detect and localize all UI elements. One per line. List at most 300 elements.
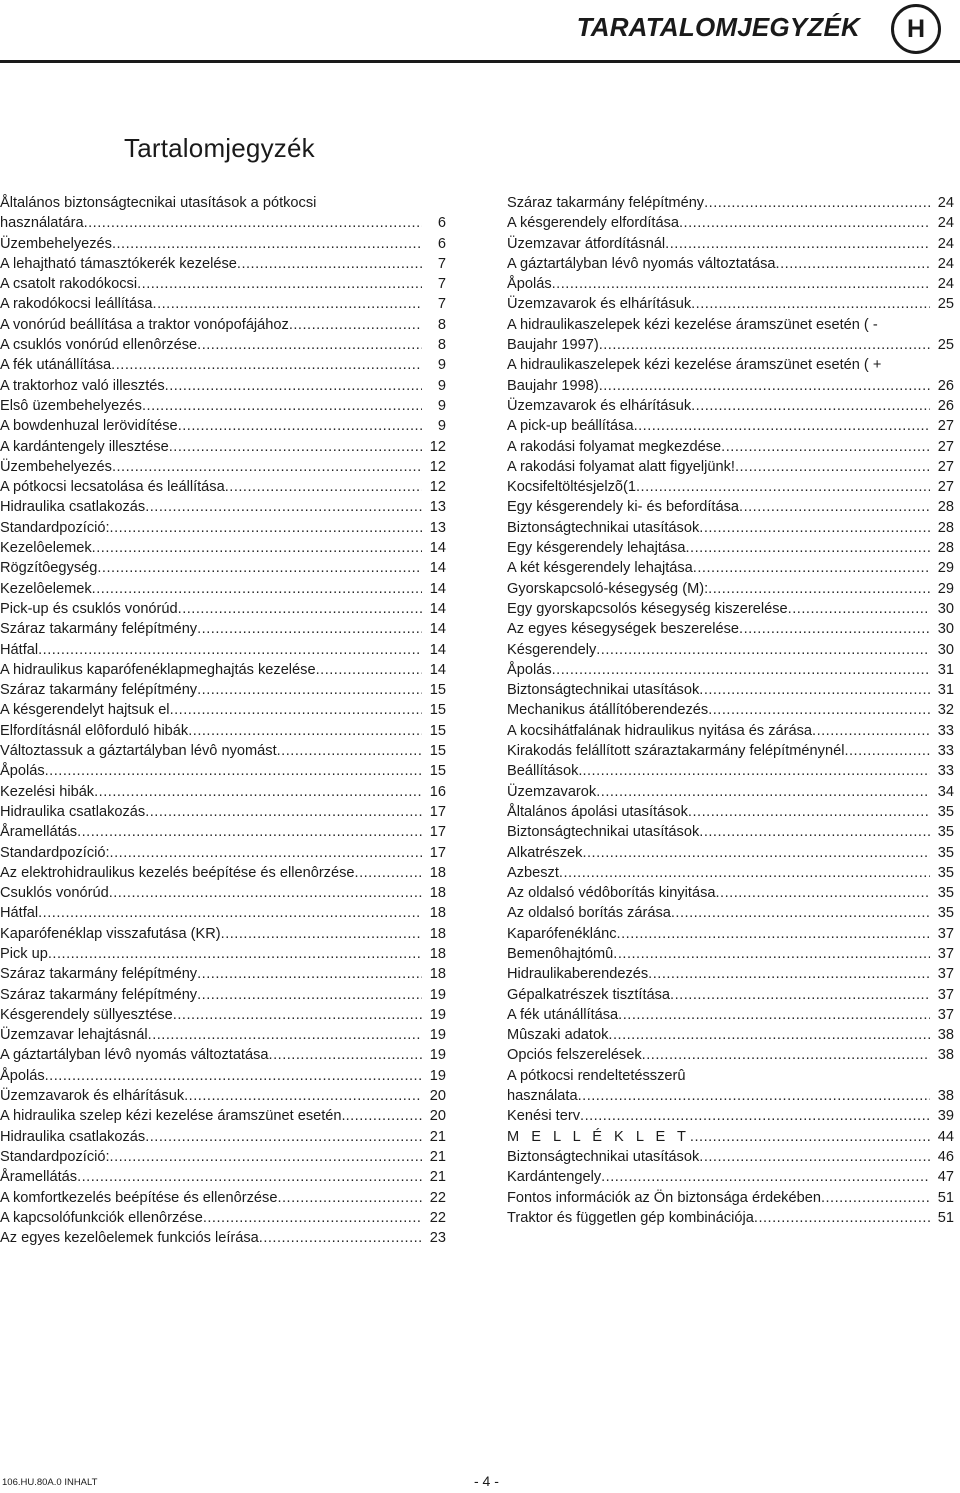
toc-entry-text: Változtassuk a gáztartályban lévô nyomást — [0, 743, 277, 760]
toc-entry-row — [0, 1208, 452, 1228]
toc-entry-text: Pick-up és csuklós vonórúd — [0, 600, 178, 617]
toc-entry[interactable] — [507, 883, 960, 903]
toc-entry-text: A bowdenhuzal lerövidítése — [0, 418, 178, 435]
toc-entry-row — [507, 903, 960, 923]
toc-entry-text: Åpolás — [0, 1067, 45, 1084]
toc-entry-row — [507, 1167, 960, 1187]
toc-entry-row — [507, 579, 960, 599]
dot-leader — [578, 1086, 930, 1106]
toc-entry-row — [0, 558, 452, 578]
toc-entry[interactable] — [0, 1005, 452, 1025]
toc-entry-row — [0, 944, 452, 964]
toc-entry-row — [507, 721, 960, 741]
toc-entry[interactable] — [0, 1208, 452, 1228]
dot-leader — [112, 234, 422, 254]
dot-leader — [355, 863, 422, 883]
dot-leader — [617, 924, 930, 944]
toc-entry-row — [0, 1045, 452, 1065]
toc-entry-text: A vonórúd beállítása a traktor vonópofájához — [0, 316, 289, 333]
toc-entry[interactable] — [0, 1188, 452, 1208]
toc-entry-row — [0, 985, 452, 1005]
dot-leader — [225, 477, 422, 497]
toc-entry[interactable] — [0, 355, 452, 375]
dot-leader — [178, 599, 422, 619]
toc-entry[interactable] — [507, 1025, 960, 1045]
toc-entry[interactable] — [507, 254, 960, 274]
toc-entry-text: Hidraulika csatlakozás — [0, 499, 146, 516]
toc-page-number: 13 — [429, 499, 446, 516]
toc-entry[interactable] — [507, 193, 960, 213]
dot-leader — [665, 234, 930, 254]
toc-entry-row — [0, 802, 452, 822]
toc-entry-text: A kocsihátfalának hidraulikus nyitása és zárása — [507, 722, 813, 739]
toc-entry[interactable] — [507, 579, 960, 599]
toc-entry-row — [507, 660, 960, 680]
toc-entry[interactable] — [507, 234, 960, 254]
toc-page-number: 9 — [437, 397, 446, 414]
dot-leader — [596, 640, 930, 660]
dot-leader — [715, 883, 930, 903]
dot-leader — [38, 640, 422, 660]
toc-entry[interactable] — [507, 1167, 960, 1187]
dot-leader — [259, 1228, 422, 1248]
dot-leader — [699, 518, 930, 538]
toc-entry-text: A késgerendely elfordítása — [507, 215, 679, 232]
toc-entry-row — [0, 619, 452, 639]
toc-entry-row — [507, 538, 960, 558]
toc-entry-row — [0, 376, 452, 396]
toc-entry[interactable] — [507, 437, 960, 457]
toc-page-number: 38 — [937, 1088, 954, 1105]
toc-entry-text: Az oldalsó borítás zárása — [507, 905, 671, 922]
toc-entry[interactable] — [0, 1025, 452, 1045]
toc-entry[interactable] — [0, 822, 452, 842]
toc-entry-text: Standardpozíció: — [0, 1148, 110, 1165]
toc-entry[interactable] — [0, 964, 452, 984]
dot-leader — [97, 558, 422, 578]
toc-entry-text: A lehajtható támasztókerék kezelése — [0, 255, 237, 272]
toc-entry[interactable] — [0, 538, 452, 558]
toc-entry[interactable] — [507, 538, 960, 558]
toc-entry[interactable] — [0, 741, 452, 761]
dot-leader — [169, 437, 422, 457]
toc-entry[interactable] — [0, 254, 452, 274]
toc-entry-row — [507, 193, 960, 213]
toc-entry-row — [0, 213, 452, 233]
toc-page-number: 47 — [937, 1169, 954, 1186]
toc-entry-text: Hidraulika csatlakozás — [0, 803, 146, 820]
toc-entry[interactable] — [0, 944, 452, 964]
toc-page-number: 20 — [429, 1088, 446, 1105]
toc-entry[interactable] — [507, 497, 960, 517]
toc-entry-text: A két késgerendely lehajtása — [507, 560, 693, 577]
toc-page-number: 14 — [429, 580, 446, 597]
toc-entry[interactable] — [0, 985, 452, 1005]
toc-entry-row — [0, 721, 452, 741]
dot-leader — [582, 843, 930, 863]
toc-page-number: 18 — [429, 945, 446, 962]
toc-page-number: 14 — [429, 621, 446, 638]
toc-entry-text: Kocsifeltöltésjelzõ(1 — [507, 479, 636, 496]
toc-entry-row — [0, 903, 452, 923]
toc-entry[interactable] — [0, 680, 452, 700]
toc-entry[interactable] — [0, 335, 452, 355]
toc-page-number: 19 — [429, 1067, 446, 1084]
toc-entry[interactable] — [0, 721, 452, 741]
toc-entry-row — [0, 843, 452, 863]
toc-entry[interactable] — [507, 802, 960, 822]
toc-entry-text: A komfortkezelés beépítése és ellenôrzése — [0, 1189, 278, 1206]
dot-leader — [671, 903, 930, 923]
toc-entry[interactable] — [507, 721, 960, 741]
toc-entry-text: Késgerendely — [507, 641, 597, 658]
toc-entry-text: Az egyes késegységek beszerelése — [507, 621, 740, 638]
toc-entry[interactable] — [507, 843, 960, 863]
dot-leader — [636, 477, 930, 497]
toc-entry[interactable] — [0, 1106, 452, 1126]
toc-page-number: 51 — [937, 1189, 954, 1206]
toc-entry[interactable] — [507, 700, 960, 720]
toc-entry-row — [507, 843, 960, 863]
toc-page-number: 20 — [429, 1108, 446, 1125]
dot-leader — [642, 1045, 930, 1065]
toc-page-number: 27 — [937, 418, 954, 435]
toc-entry[interactable] — [0, 802, 452, 822]
toc-entry-row — [507, 680, 960, 700]
toc-entry[interactable] — [0, 315, 452, 335]
toc-page-number: 35 — [937, 844, 954, 861]
toc-entry-row — [507, 944, 960, 964]
toc-entry-row — [507, 761, 960, 781]
toc-entry-row — [507, 335, 960, 355]
toc-page-number: 24 — [937, 276, 954, 293]
toc-entry[interactable] — [0, 883, 452, 903]
toc-entry[interactable] — [507, 619, 960, 639]
toc-entry[interactable] — [0, 457, 452, 477]
toc-entry[interactable] — [0, 477, 452, 497]
toc-entry[interactable] — [0, 1127, 452, 1147]
toc-entry-text: Egy késgerendely lehajtása — [507, 540, 686, 557]
toc-entry[interactable] — [507, 315, 960, 356]
toc-entry[interactable] — [507, 1045, 960, 1065]
dot-leader — [608, 1025, 930, 1045]
toc-entry-row — [507, 396, 960, 416]
toc-page-number: 44 — [937, 1128, 954, 1145]
toc-page-number: 18 — [429, 925, 446, 942]
toc-entry[interactable] — [0, 761, 452, 781]
toc-entry[interactable] — [507, 944, 960, 964]
toc-entry[interactable] — [507, 680, 960, 700]
toc-entry[interactable] — [0, 193, 452, 234]
toc-entry[interactable] — [0, 579, 452, 599]
toc-entry[interactable] — [507, 964, 960, 984]
toc-entry-text: A pick-up beállítása — [507, 418, 634, 435]
toc-entry[interactable] — [0, 416, 452, 436]
toc-entry-text: Üzemzavarok — [507, 783, 597, 800]
toc-entry[interactable] — [507, 294, 960, 314]
toc-entry-row — [507, 802, 960, 822]
toc-entry-row — [0, 294, 452, 314]
toc-entry[interactable] — [507, 1005, 960, 1025]
toc-entry[interactable] — [507, 457, 960, 477]
toc-entry-text: A hidraulikaszelepek kézi kezelése áramszünet esetén ( + — [507, 357, 882, 374]
toc-page-number: 14 — [429, 661, 446, 678]
toc-entry-row — [507, 457, 960, 477]
toc-entry-text: A fék utánállítása — [0, 357, 112, 374]
toc-entry-row — [0, 477, 452, 497]
toc-page-number: 26 — [937, 377, 954, 394]
toc-entry-text: A kapcsolófunkciók ellenôrzése — [0, 1209, 203, 1226]
toc-entry[interactable] — [0, 558, 452, 578]
dot-leader — [110, 518, 422, 538]
toc-entry[interactable] — [0, 924, 452, 944]
toc-page-number: 12 — [429, 479, 446, 496]
toc-entry-row — [507, 822, 960, 842]
page-header — [0, 0, 960, 58]
toc-entry-text: Standardpozíció: — [0, 844, 110, 861]
toc-page-number: 19 — [429, 1027, 446, 1044]
toc-entry-text: Åpolás — [0, 763, 45, 780]
toc-entry[interactable] — [0, 497, 452, 517]
toc-entry[interactable] — [507, 640, 960, 660]
dot-leader — [812, 721, 930, 741]
toc-page-number: 28 — [937, 499, 954, 516]
toc-entry[interactable] — [507, 863, 960, 883]
toc-page-number: 35 — [937, 885, 954, 902]
toc-entry-row — [507, 1147, 960, 1167]
toc-entry-text: Az egyes kezelôelemek funkciós leírása — [0, 1230, 259, 1247]
toc-entry[interactable] — [0, 619, 452, 639]
toc-page-number: 31 — [937, 682, 954, 699]
toc-entry-row — [507, 1208, 960, 1228]
toc-entry-text: A csatolt rakodókocsi — [0, 276, 138, 293]
dot-leader — [670, 985, 930, 1005]
toc-page-number: 35 — [937, 864, 954, 881]
toc-entry[interactable] — [507, 416, 960, 436]
toc-entry[interactable] — [507, 1208, 960, 1228]
toc-page-number: 34 — [937, 783, 954, 800]
toc-page-number: 38 — [937, 1047, 954, 1064]
toc-entry[interactable] — [507, 1127, 960, 1147]
toc-entry[interactable] — [0, 376, 452, 396]
toc-entry[interactable] — [507, 761, 960, 781]
toc-entry-row — [0, 1167, 452, 1187]
toc-entry-row — [507, 1025, 960, 1045]
toc-page-number: 27 — [937, 438, 954, 455]
toc-entry[interactable] — [507, 558, 960, 578]
toc-entry-row — [507, 437, 960, 457]
toc-entry[interactable] — [507, 1066, 960, 1107]
dot-leader — [690, 1127, 930, 1147]
toc-entry-row — [507, 518, 960, 538]
toc-entry[interactable] — [0, 437, 452, 457]
toc-entry[interactable] — [507, 660, 960, 680]
toc-page-number: 27 — [937, 458, 954, 475]
toc-page-number: 37 — [937, 986, 954, 1003]
toc-page-number: 12 — [429, 458, 446, 475]
toc-page-number: 33 — [937, 743, 954, 760]
toc-entry[interactable] — [507, 1147, 960, 1167]
toc-entry[interactable] — [507, 518, 960, 538]
toc-entry[interactable] — [0, 518, 452, 538]
toc-entry-text: Száraz takarmány felépítmény — [0, 986, 198, 1003]
toc-entry-row — [0, 518, 452, 538]
toc-entry-text: Kirakodás felállított száraztakarmány felépítménynél — [507, 743, 845, 760]
toc-entry-text: Biztonságtechnikai utasítások — [507, 1148, 700, 1165]
toc-entry[interactable] — [507, 477, 960, 497]
toc-entry-row — [0, 315, 452, 335]
toc-entry[interactable] — [507, 985, 960, 1005]
toc-page-number: 24 — [937, 215, 954, 232]
dot-leader — [203, 1208, 422, 1228]
toc-entry[interactable] — [0, 396, 452, 416]
dot-leader — [145, 802, 422, 822]
toc-entry-text: Kezelôelemek — [0, 580, 92, 597]
toc-entry-text: Üzemzavar átfordításnál — [507, 235, 666, 252]
toc-page-number: 21 — [429, 1169, 446, 1186]
toc-page-number: 19 — [429, 1047, 446, 1064]
toc-entry[interactable] — [507, 355, 960, 396]
toc-entry[interactable] — [507, 903, 960, 923]
header-rule — [0, 60, 960, 63]
toc-entry-text: Száraz takarmány felépítmény — [507, 195, 705, 211]
dot-leader — [197, 619, 422, 639]
dot-leader — [691, 396, 930, 416]
toc-entry[interactable] — [507, 1106, 960, 1126]
toc-entry-row — [0, 1106, 452, 1126]
dot-leader — [188, 721, 422, 741]
toc-entry[interactable] — [0, 1228, 452, 1248]
toc-entry-text: A traktorhoz való illesztés — [0, 377, 165, 394]
toc-entry-row — [0, 274, 452, 294]
dot-leader — [582, 761, 930, 781]
toc-entry-text: Opciós felszerelések — [507, 1047, 642, 1064]
toc-entry[interactable] — [507, 274, 960, 294]
toc-entry-text: Üzemzavarok és elhárításuk — [507, 397, 692, 414]
toc-page-number: 51 — [937, 1209, 954, 1226]
toc-page-number: 12 — [429, 438, 446, 455]
dot-leader — [559, 863, 930, 883]
toc-entry-text: Üzembehelyezés — [0, 458, 112, 475]
toc-entry-text: Åramellátás — [0, 1169, 78, 1186]
toc-entry[interactable] — [507, 213, 960, 233]
toc-entry[interactable] — [507, 1188, 960, 1208]
toc-entry-text: Hidraulika csatlakozás — [0, 1128, 146, 1145]
toc-entry-row — [0, 599, 452, 619]
toc-page-number: 29 — [937, 560, 954, 577]
toc-entry[interactable] — [0, 1045, 452, 1065]
toc-page-number: 23 — [429, 1230, 446, 1247]
toc-entry-text: Rögzítôegység — [0, 560, 98, 577]
toc-entry-row — [507, 782, 960, 802]
toc-entry[interactable] — [0, 660, 452, 680]
toc-entry[interactable] — [0, 863, 452, 883]
dot-leader — [599, 376, 930, 396]
dot-leader — [634, 416, 930, 436]
toc-entry-row — [0, 964, 452, 984]
toc-entry[interactable] — [0, 1147, 452, 1167]
toc-page-number: 24 — [937, 235, 954, 252]
toc-entry[interactable] — [507, 599, 960, 619]
toc-entry-text: Elfordításnál elôforduló hibák — [0, 722, 189, 739]
toc-entry-row — [0, 1228, 452, 1248]
toc-entry-text: A gáztartályban lévô nyomás változtatása — [0, 1047, 269, 1064]
toc-entry[interactable] — [0, 1066, 452, 1086]
dot-leader — [77, 822, 422, 842]
toc-page-number: 15 — [429, 702, 446, 719]
toc-entry-text: Standardpozíció: — [0, 519, 110, 536]
toc-entry-row — [0, 335, 452, 355]
toc-entry-text: Üzemzavar lehajtásnál — [0, 1027, 148, 1044]
toc-entry[interactable] — [507, 396, 960, 416]
toc-entry-row — [507, 1106, 960, 1126]
toc-entry[interactable] — [0, 294, 452, 314]
toc-entry[interactable] — [507, 924, 960, 944]
dot-leader — [580, 1106, 930, 1126]
toc-entry-text: A rakodókocsi leállítása — [0, 296, 153, 313]
dot-leader — [84, 213, 422, 233]
dot-leader — [704, 193, 930, 213]
toc-entry-row — [0, 538, 452, 558]
dot-leader — [739, 497, 930, 517]
toc-entry-row — [507, 700, 960, 720]
dot-leader — [721, 437, 930, 457]
toc-entry-text: Késgerendely süllyesztése — [0, 1006, 173, 1023]
toc-entry-row — [0, 355, 452, 375]
header-title: TARATALOMJEGYZÉK — [576, 12, 860, 42]
toc-title: Tartalomjegyzék — [124, 133, 315, 163]
toc-entry[interactable] — [0, 700, 452, 720]
dot-leader — [77, 1167, 422, 1187]
dot-leader — [110, 843, 422, 863]
toc-entry-text: használata — [507, 1088, 578, 1105]
toc-page-number: 38 — [937, 1027, 954, 1044]
toc-entry[interactable] — [0, 599, 452, 619]
toc-entry-text: Azbeszt — [507, 864, 559, 881]
toc-entry-row — [507, 376, 960, 396]
dot-leader — [92, 538, 422, 558]
toc-entry-text: Mûszaki adatok — [507, 1027, 609, 1044]
toc-page-number: 15 — [429, 763, 446, 780]
toc-entry-text: Mechanikus átállítóberendezés — [507, 702, 709, 719]
toc-page-number: 8 — [437, 316, 446, 333]
toc-page-number: 15 — [429, 722, 446, 739]
toc-entry[interactable] — [0, 234, 452, 254]
toc-entry[interactable] — [0, 782, 452, 802]
dot-leader — [110, 1147, 422, 1167]
toc-entry-text: A hidraulika szelep kézi kezelése áramszünet esetén. — [0, 1108, 346, 1125]
toc-entry-text: A kardántengely illesztése — [0, 438, 169, 455]
toc-entry-row — [0, 1188, 452, 1208]
dot-leader — [289, 315, 422, 335]
toc-page-number: 18 — [429, 864, 446, 881]
toc-entry[interactable] — [0, 1086, 452, 1106]
toc-entry-text: Åltalános ápolási utasítások — [507, 803, 688, 820]
dot-leader — [137, 274, 422, 294]
toc-entry[interactable] — [507, 782, 960, 802]
toc-entry[interactable] — [0, 1167, 452, 1187]
toc-entry[interactable] — [507, 741, 960, 761]
toc-entry[interactable] — [0, 903, 452, 923]
toc-page-number: 9 — [437, 357, 446, 374]
toc-entry[interactable] — [507, 822, 960, 842]
page-number: - 4 - — [474, 1473, 499, 1489]
toc-entry[interactable] — [0, 843, 452, 863]
toc-page-number: 18 — [429, 905, 446, 922]
toc-entry[interactable] — [0, 274, 452, 294]
toc-entry[interactable] — [0, 640, 452, 660]
toc-entry-text: Pick up — [0, 945, 48, 962]
